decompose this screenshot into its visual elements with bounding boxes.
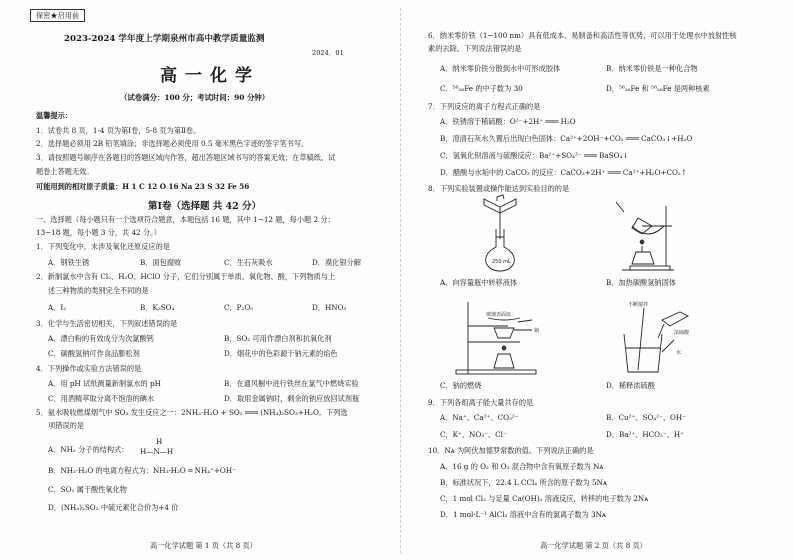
figure-caption: C．钠的燃烧 xyxy=(440,381,482,390)
figure-caption: D．稀释浓硫酸 xyxy=(606,381,655,390)
section-intro: 一、选择题（每小题只有一个选项符合题意，本题包括 16 题，其中 1~12 题，每小题 2 分； xyxy=(36,215,335,224)
question-stem: 2．新制氯水中含有 Cl₂、H₂O、HClO 分子，它们分别属于单质、氧化物、酸，下列物质与上 xyxy=(36,272,336,281)
option: B．SO₂ 可用作漂白剂和抗氧化剂 xyxy=(224,334,332,343)
option: B．澄清石灰水久置后出现白色固体：Ca²⁺+2OH⁻+CO₂ ═══ CaCO₃↓+H₂O xyxy=(440,134,693,143)
acid-label: 浓硫酸 xyxy=(674,330,690,336)
option: D．1 mol·L⁻¹ AlCl₃ 溶液中含有的氯离子数为 3Nᴀ xyxy=(440,510,606,519)
option: C．⁵⁶₂₆Fe 的中子数为 30 xyxy=(440,84,523,93)
option: C．SO₂ 属于酸性氧化物 xyxy=(48,485,127,494)
glass-label: 玻璃表面皿 xyxy=(486,312,512,318)
option: B．在通风橱中进行铁丝在氯气中燃烧实验 xyxy=(224,379,359,388)
structure-formula-top: H xyxy=(156,437,163,446)
option: D．(NH₄)₂SO₃ 中硫元素化合价为+4 价 xyxy=(48,503,179,512)
option: D．Ba²⁺、HCO₃⁻、H⁺ xyxy=(606,430,684,439)
option: D．醋酸与水垢中的 CaCO₃ 的反应：CaCO₃+2H⁺ ═══ Ca²⁺+H₂O+CO₂↑ xyxy=(440,168,687,177)
option: B．NH₃·H₂O 的电离方程式为：NH₃·H₂O ═ NH₄⁺+OH⁻ xyxy=(48,466,236,475)
page-divider xyxy=(400,8,401,553)
question-stem: 10．Nᴀ 为阿伏加德罗常数的值。下列说法正确的是 xyxy=(428,446,594,455)
atomic-masses: 可能用到的相对原子质量：H 1 C 12 O 16 Na 23 S 32 Fe 56 xyxy=(36,182,250,191)
volume-mark: 250 mL xyxy=(492,259,511,265)
question-stem: 5．氨水吸收燃煤烟气中 SO₂ 发生反应之一：2NH₃·H₂O + SO₂ ═══ (NH₄)₂SO₃+H₂O。下列选 xyxy=(36,408,348,417)
option: D．取用金属钠时，剩余的钠应放回试剂瓶 xyxy=(224,394,360,403)
question-stem: 项错误的是 xyxy=(48,421,84,430)
question-stem: 6．纳米零价铁（1~100 nm）具有低成本、易制备和高活性等优势，可以用于处理水中放射性核 xyxy=(428,31,737,40)
question-stem: 述三种物质的类别完全不同的是 xyxy=(48,286,149,295)
note-line: 1．试卷共 8 页，1-4 页为第Ⅰ卷，5-8 页为第Ⅱ卷。 xyxy=(36,126,201,135)
option: C．生石灰吸水 xyxy=(224,258,273,267)
water-label: 水 xyxy=(676,350,682,356)
option: D．漠化银分解 xyxy=(312,258,361,267)
confidential-badge: 保密★启用前 xyxy=(30,9,85,22)
option: A．用 pH 试纸测量新制氯水的 pH xyxy=(48,379,161,388)
option: D．烟花中的色彩源于钠元素的焰色 xyxy=(224,349,338,358)
option: C．氢氧化钡溶液与硫酸反应：Ba²⁺+SO₄²⁻ ═══ BaSO₄↓ xyxy=(440,151,629,160)
question-stem: 9．下列各组离子能大量共存的是 xyxy=(428,398,534,407)
exam-info: （试卷满分：100 分；考试时间：90 分钟） xyxy=(120,93,270,102)
option: A．Na⁺、Ca²⁺、CO₃²⁻ xyxy=(440,413,519,422)
question-stem: 8．下列实验装置或操作能达到实验目的的是 xyxy=(428,184,570,193)
option: B．标准状况下，22.4 L CCl₄ 所含的原子数为 5Nᴀ xyxy=(440,478,607,487)
option: C．K⁺、NO₃⁻、Cl⁻ xyxy=(440,430,507,439)
option: A．I₂ xyxy=(48,303,67,312)
exam-date: 2024．01 xyxy=(312,49,344,57)
option: A．漂白粉的有效成分为次氯酸钙 xyxy=(48,334,154,343)
option: B．K₂SO₄ xyxy=(140,303,175,312)
stir-label: 不断搅拌 xyxy=(628,302,649,308)
option: C．碳酸氢钠可作食品膨松剂 xyxy=(48,349,140,358)
sodium-combustion-figure xyxy=(448,298,568,378)
heating-apparatus-figure xyxy=(612,196,692,274)
question-stem: 1．下列变化中，未涉及氧化还原反应的是 xyxy=(36,242,170,251)
option: B．Cu²⁺、SO₄²⁻、OH⁻ xyxy=(606,413,686,422)
page-footer: 高一化学试题 第 1 页（共 8 页） xyxy=(150,541,257,550)
question-stem: 3．化学与生活密切相关，下列叙述错误的是 xyxy=(36,319,178,328)
section-title: 第Ⅰ卷（选择题 共 42 分） xyxy=(148,201,262,212)
option: C．1 mol Cl₂ 与足量 Ca(OH)₂ 溶液反应，转移的电子数为 2Nᴀ xyxy=(440,494,649,503)
notes-heading: 温馨提示： xyxy=(36,111,72,120)
option: C．P₂O₅ xyxy=(224,303,254,312)
figure-caption: B．加热碳酸氢钠固体 xyxy=(606,278,676,287)
dilute-acid-figure xyxy=(614,300,704,378)
structure-formula: H—N—H xyxy=(140,447,174,456)
note-line: 3．请按照题号顺序在各题目的答题区域内作答，超出答题区域书写的答案无效；在草稿纸、试 xyxy=(36,153,336,162)
note-line: 题卷上答题无效。 xyxy=(36,167,94,176)
option: D．⁵⁶₂₆Fe 和 ⁵⁸₂₆Fe 是两种核素 xyxy=(606,84,710,93)
option: C．用酒精萃取分离不饱溶的碘水 xyxy=(48,394,155,403)
section-intro: 13~18 题，每小题 3 分，共 42 分。） xyxy=(36,228,161,237)
sodium-label: 钠 xyxy=(534,328,540,334)
exam-title: 2023-2024 学年度上学期泉州市高中教学质量监测 xyxy=(64,34,265,44)
page-footer: 高一化学试题 第 2 页（共 8 页） xyxy=(540,541,647,550)
option: A．NH₃ 分子的结构式： xyxy=(48,445,129,454)
option: A．钢铁生锈 xyxy=(48,258,90,267)
option: B．纳米零价铁是一种化合物 xyxy=(606,64,698,73)
question-stem: 素的去除。下列说法错误的是 xyxy=(428,44,522,53)
figure-caption: A．向容量瓶中转移液体 xyxy=(440,278,518,287)
question-stem: 4．下列操作或实验方法错误的是 xyxy=(36,364,142,373)
option: B．面包腐败 xyxy=(140,258,182,267)
volumetric-flask-figure xyxy=(470,193,550,273)
option: A．铁锈溶于稀硫酸：O²⁻+2H⁺ ═══ H₂O xyxy=(440,117,576,126)
option: A．纳米零价铁分散到水中可形成胶体 xyxy=(440,64,561,73)
option: A．16 g 的 O₂ 和 O₃ 混合物中含有氧原子数为 Nᴀ xyxy=(440,462,604,471)
option: D．HNO₃ xyxy=(312,303,347,312)
subject-title: 高一化学 xyxy=(160,66,260,86)
question-stem: 7．下列反应的离子方程式正确的是 xyxy=(428,102,541,111)
note-line: 2．选择题必须用 2B 铅笔填涂；非选择题必须使用 0.5 毫米黑色字迹的签字笔书写。 xyxy=(36,139,309,148)
